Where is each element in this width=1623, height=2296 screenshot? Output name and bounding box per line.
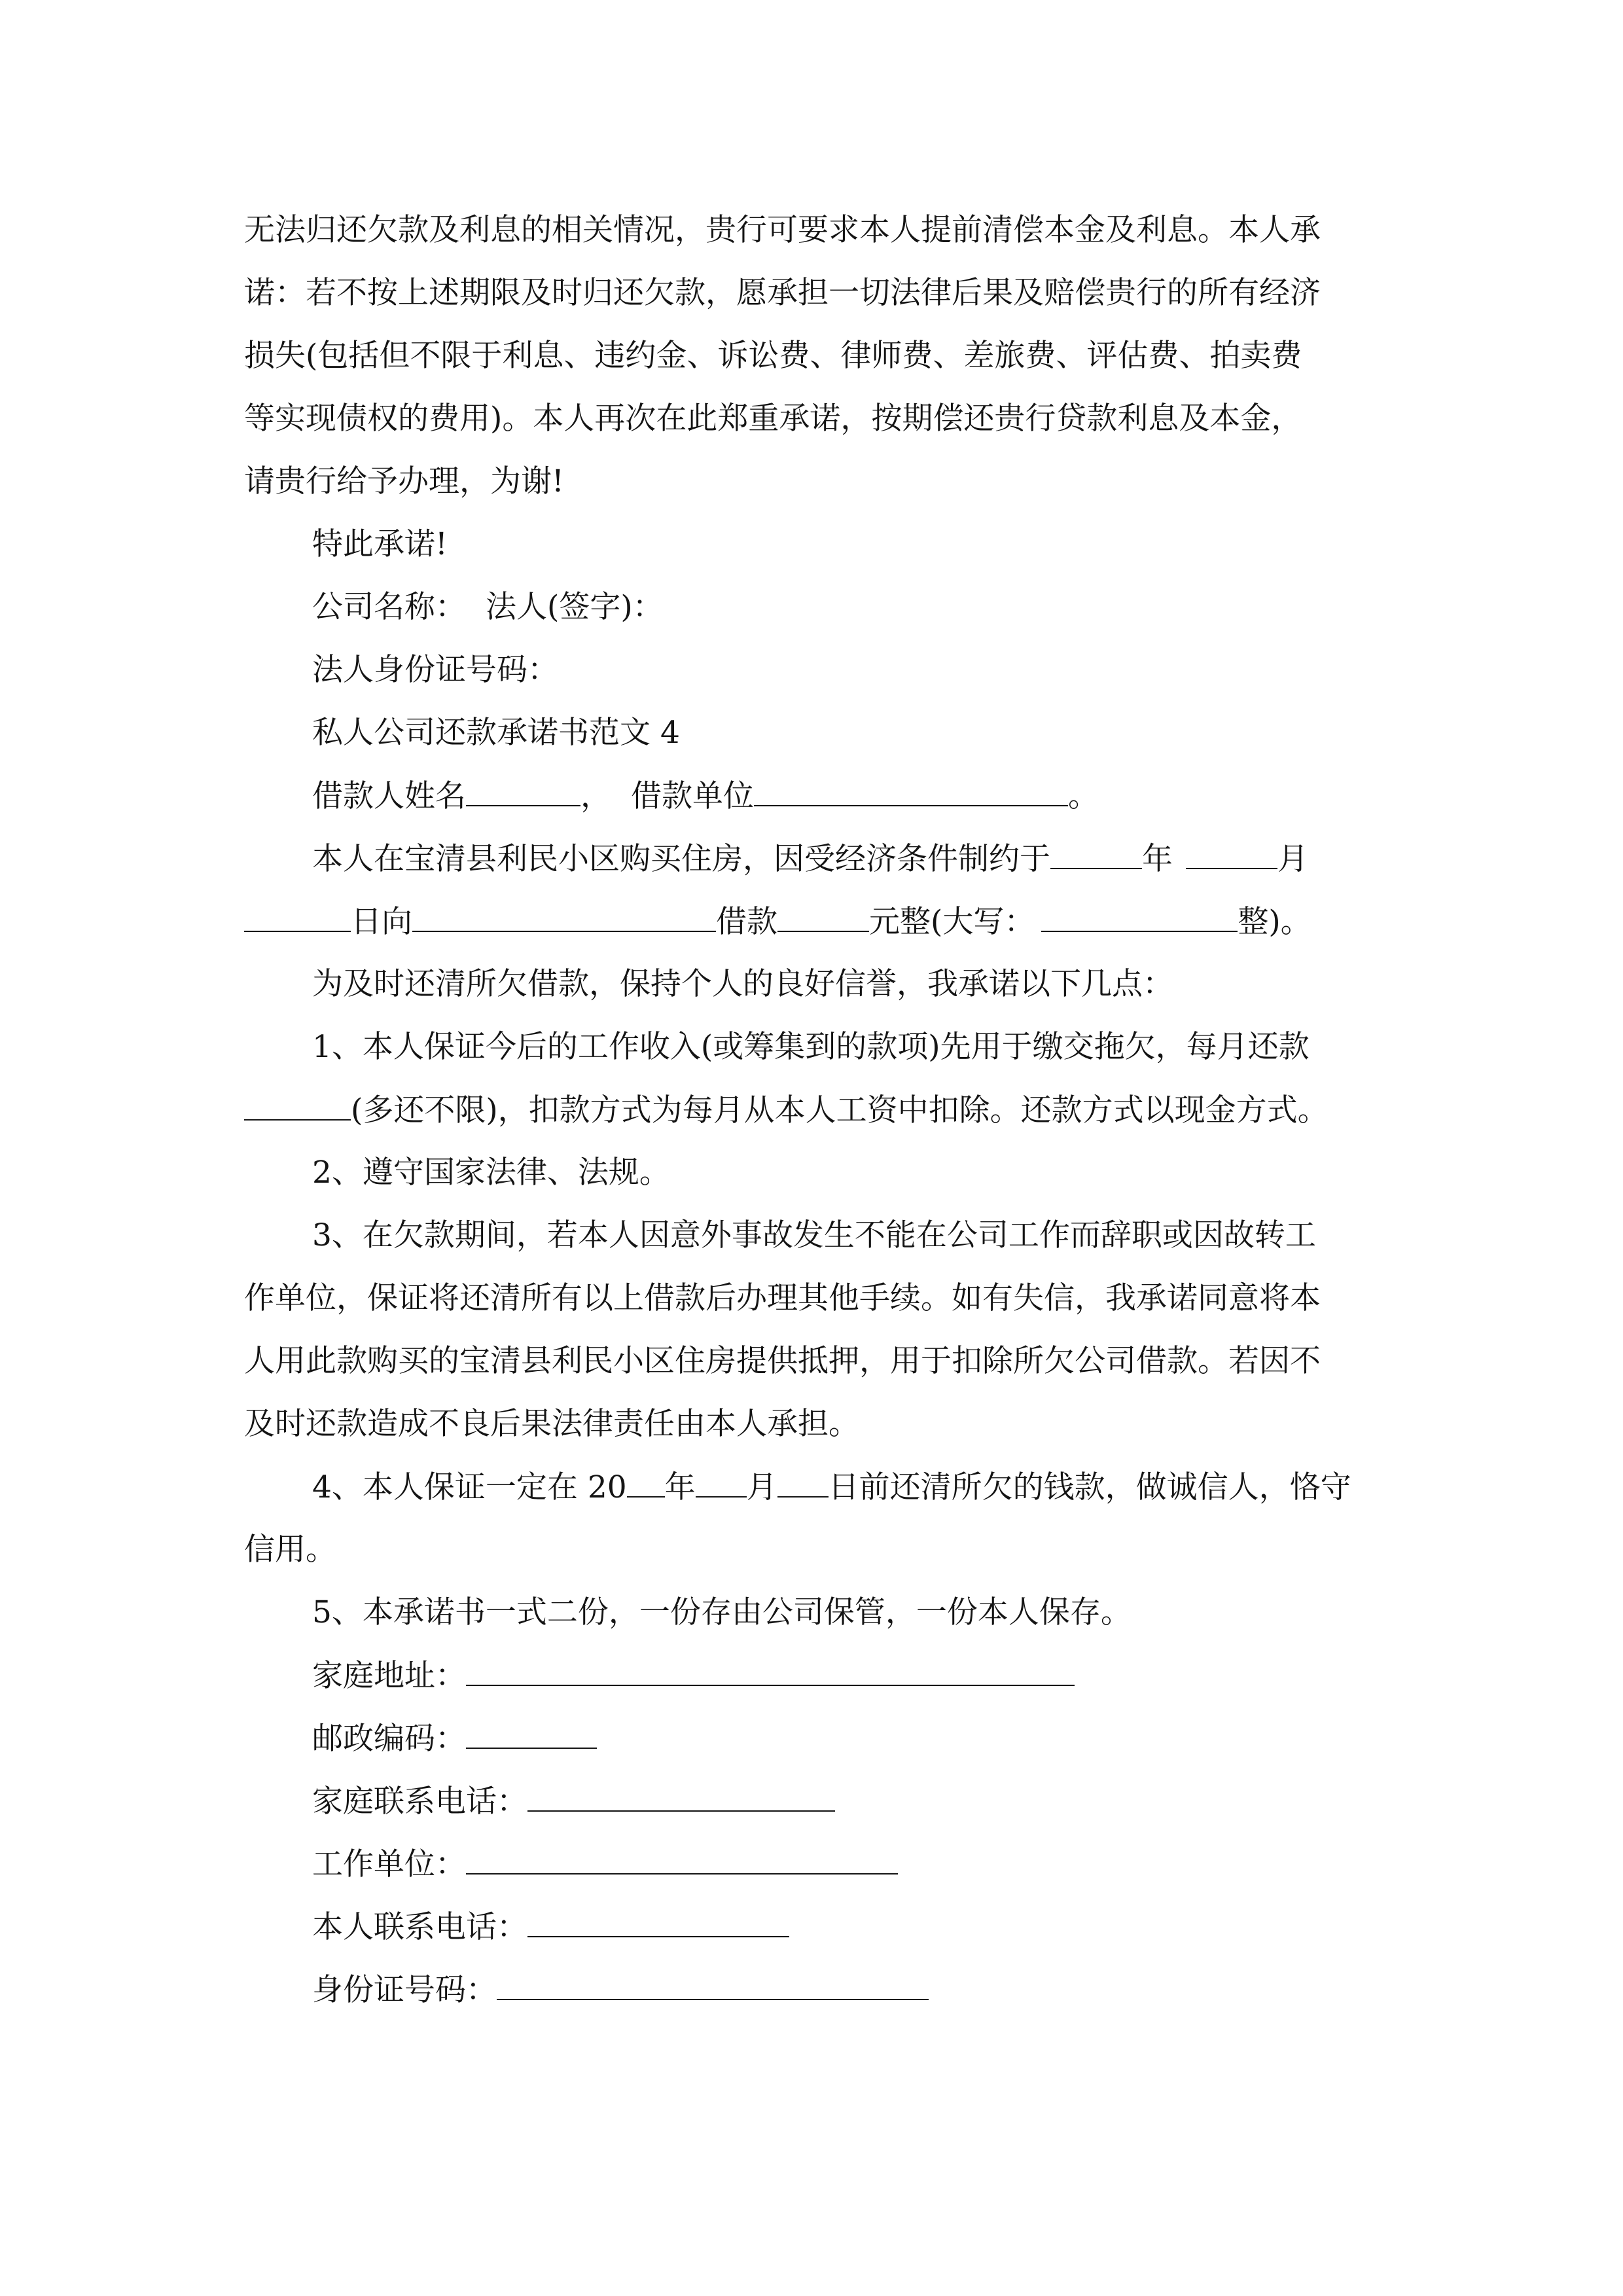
item-1-line-1: 1、本人保证今后的工作收入(或筹集到的款项)先用于缴交拖欠，每月还款 (312, 1029, 1310, 1065)
borrower-name-blank[interactable] (466, 776, 580, 806)
paragraph-line: 无法归还欠款及利息的相关情况，贵行可要求本人提前清偿本金及利息。本人承 (244, 212, 1321, 248)
personal-phone-blank[interactable] (527, 1907, 789, 1937)
home-phone-label: 家庭联系电话： (312, 1784, 527, 1820)
home-address-label: 家庭地址： (312, 1658, 466, 1694)
work-unit-label: 工作单位： (312, 1846, 466, 1882)
day-to-label: 日向 (351, 904, 412, 940)
item-4-month-blank[interactable] (696, 1467, 747, 1498)
paragraph-line: 等实现债权的费用)。本人再次在此郑重承诺，按期偿还贵行贷款利息及本金， (244, 401, 1302, 437)
personal-phone-field (312, 1907, 1477, 1946)
item-4-month: 月 (746, 1469, 777, 1505)
item-3-line: 作单位，保证将还清所有以上借款后办理其他手续。如有失信，我承诺同意将本 (244, 1280, 1321, 1316)
postal-code-field (312, 1719, 1477, 1758)
company-signature-line (312, 588, 1477, 627)
item-4-line-2: 信用。 (244, 1532, 336, 1568)
item-1-line-2 (244, 1090, 1409, 1130)
period: 。 (1068, 778, 1099, 814)
amount-blank[interactable] (777, 902, 869, 932)
year-blank[interactable] (1050, 839, 1142, 869)
monthly-repay-blank[interactable] (244, 1090, 351, 1121)
year-suffix-blank[interactable] (627, 1467, 665, 1498)
borrow-label: 借款 (716, 904, 777, 940)
section-title: 私人公司还款承诺书范文 4 (312, 715, 680, 751)
borrow-unit-label: 借款单位 (631, 778, 754, 814)
yuan-label: 元整(大写： (869, 904, 1035, 940)
item-5: 5、本承诺书一式二份，一份存由公司保管，一份本人保存。 (312, 1594, 1132, 1630)
home-address-field (312, 1656, 1477, 1695)
month-label: 月 (1277, 841, 1308, 877)
id-number-label: 身份证号码： (312, 1972, 497, 2008)
purchase-text: 本人在宝清县利民小区购买住房，因受经济条件制约于 (312, 841, 1050, 877)
lender-blank[interactable] (412, 902, 716, 932)
item-2: 2、遵守国家法律、法规。 (312, 1155, 670, 1191)
legal-id-label: 法人身份证号码： (312, 652, 558, 688)
borrower-line (312, 776, 1477, 816)
item-4-line-1 (312, 1467, 1477, 1507)
paragraph-line: 损失(包括但不限于利息、违约金、诉讼费、律师费、差旅费、评估费、拍卖费 (244, 338, 1302, 374)
item-4-prefix: 4、本人保证一定在 20 (312, 1469, 627, 1505)
personal-phone-label: 本人联系电话： (312, 1909, 527, 1945)
day-blank[interactable] (244, 902, 351, 932)
purchase-line-2 (244, 902, 1409, 941)
home-phone-field (312, 1782, 1477, 1821)
home-phone-blank[interactable] (527, 1782, 835, 1812)
month-blank[interactable] (1186, 839, 1277, 869)
item-4-day-blank[interactable] (777, 1467, 829, 1498)
postal-code-label: 邮政编码： (312, 1721, 466, 1757)
item-3-line: 及时还款造成不良后果法律责任由本人承担。 (244, 1406, 859, 1442)
zheng-label: 整)。 (1238, 904, 1311, 940)
item-4-year: 年 (664, 1469, 696, 1505)
amount-capital-blank[interactable] (1041, 902, 1238, 932)
comma: ， (580, 778, 611, 814)
id-number-field (312, 1970, 1477, 2009)
home-address-blank[interactable] (466, 1656, 1075, 1686)
borrow-unit-blank[interactable] (754, 776, 1068, 806)
item-3-line: 人用此款购买的宝清县利民小区住房提供抵押，用于扣除所欠公司借款。若因不 (244, 1343, 1321, 1379)
special-promise: 特此承诺! (312, 526, 448, 562)
item-4-rest: 日前还清所欠的钱款，做诚信人，恪守 (828, 1469, 1351, 1505)
promise-intro: 为及时还清所欠借款，保持个人的良好信誉，我承诺以下几点： (312, 966, 1173, 1002)
paragraph-line: 请贵行给予办理，为谢! (244, 463, 564, 499)
year-label: 年 (1142, 841, 1173, 877)
purchase-line-1 (312, 839, 1477, 878)
company-name-label: 公司名称： (312, 589, 466, 625)
work-unit-blank[interactable] (466, 1844, 898, 1874)
borrower-name-label: 借款人姓名 (312, 778, 466, 814)
work-unit-field (312, 1844, 1477, 1884)
item-1-rest: (多还不限)，扣款方式为每月从本人工资中扣除。还款方式以现金方式。 (351, 1092, 1329, 1128)
item-3-line: 3、在欠款期间，若本人因意外事故发生不能在公司工作而辞职或因故转工 (312, 1217, 1316, 1253)
legal-person-label: 法人(签字)： (486, 589, 664, 625)
postal-code-blank[interactable] (466, 1719, 597, 1749)
id-number-blank[interactable] (497, 1970, 929, 2000)
paragraph-line: 诺：若不按上述期限及时归还欠款，愿承担一切法律后果及赔偿贵行的所有经济 (244, 275, 1321, 311)
